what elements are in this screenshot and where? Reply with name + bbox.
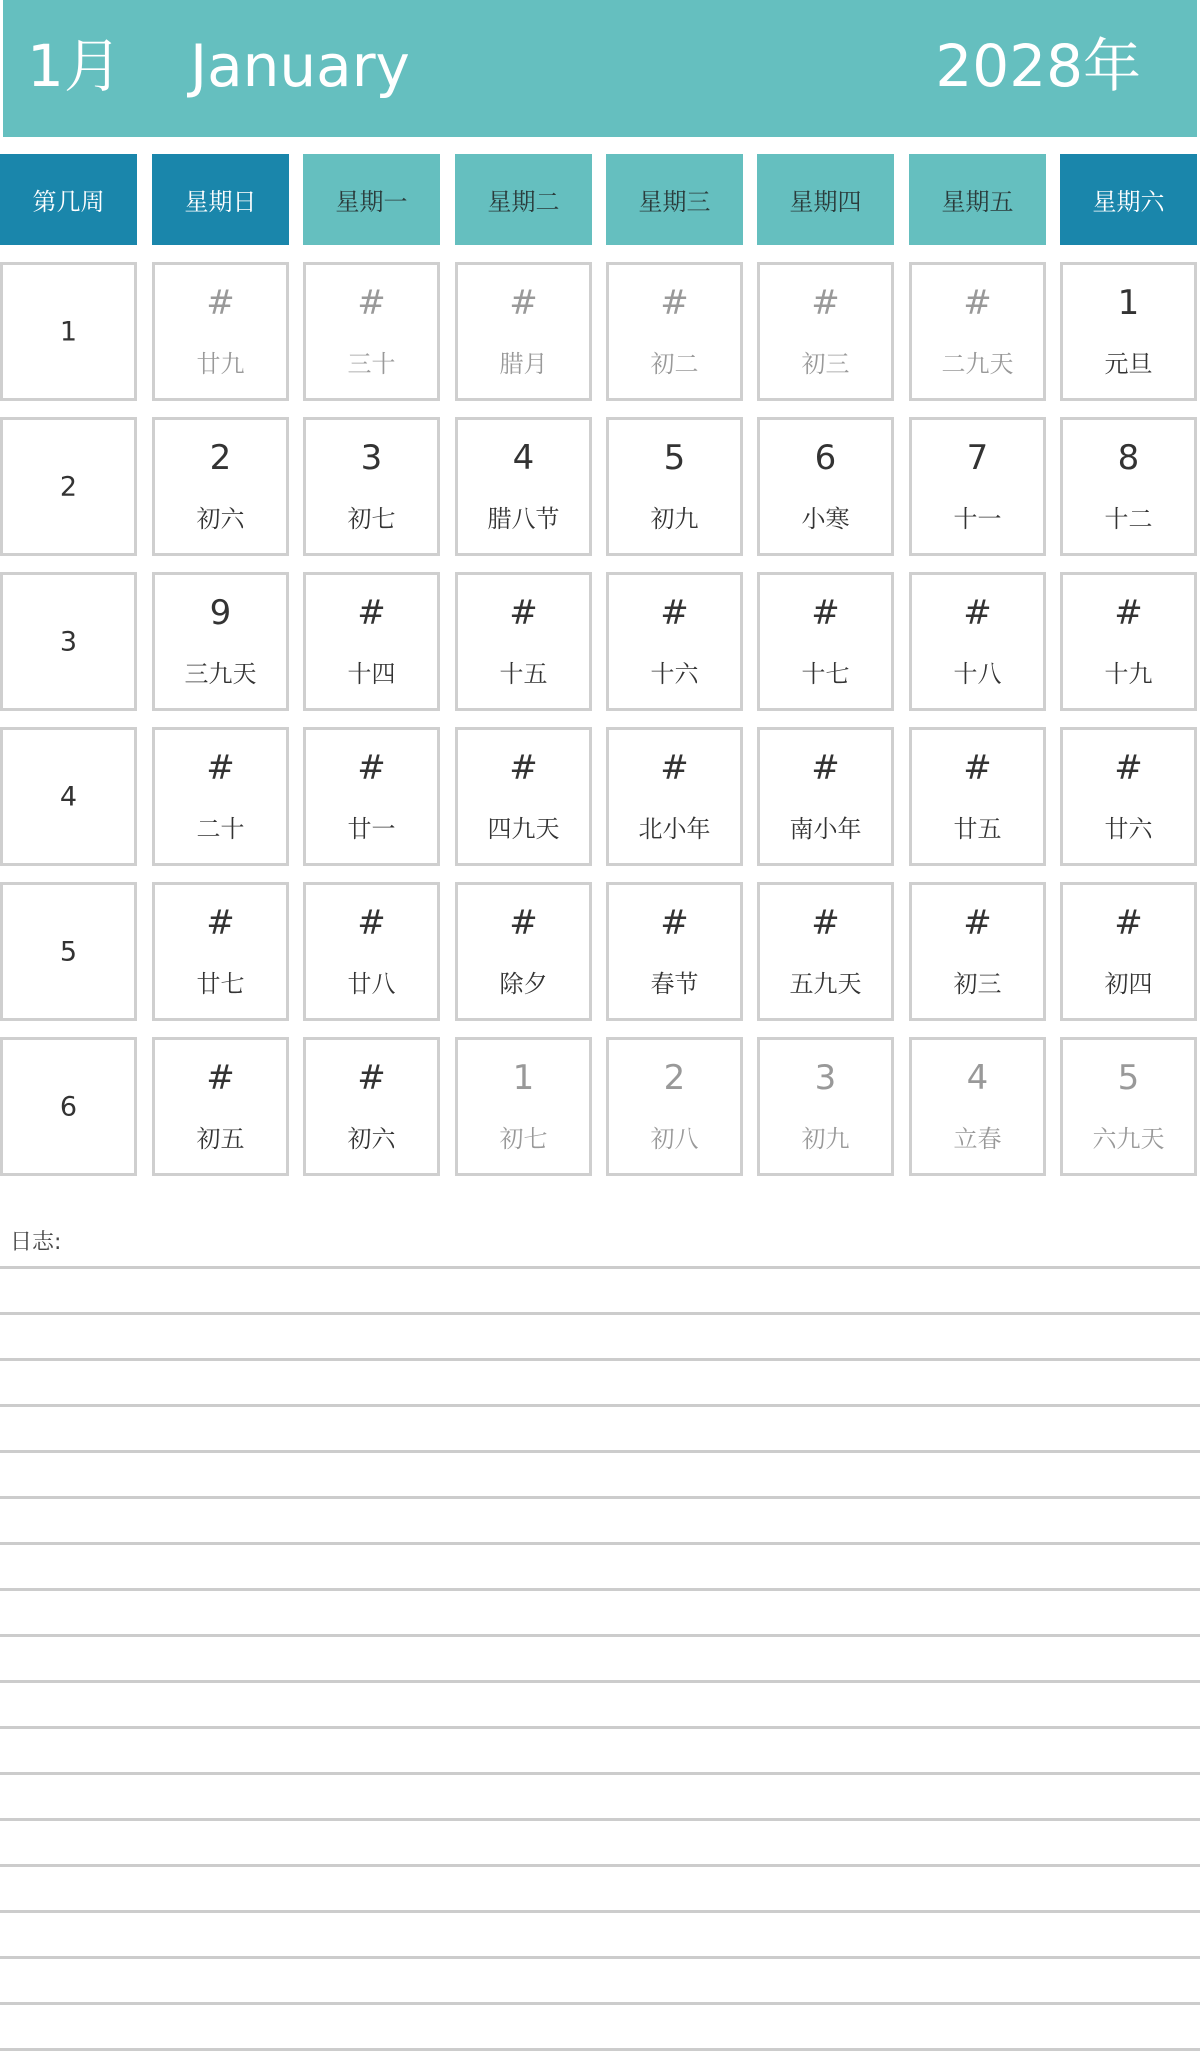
log-rule-line [0, 1680, 1200, 1683]
day-number: # [357, 1058, 386, 1098]
log-rule-line [0, 1772, 1200, 1775]
lunar-date: 元旦 [1104, 350, 1153, 378]
lunar-date: 初九 [650, 505, 699, 533]
day-number: # [357, 283, 386, 323]
day-number: # [1114, 593, 1143, 633]
day-number: # [1114, 748, 1143, 788]
day-number: # [206, 1058, 235, 1098]
day-number: # [660, 593, 689, 633]
day-cell[interactable] [152, 417, 289, 556]
week-number-cell [0, 727, 137, 866]
week-number: 4 [59, 781, 78, 812]
lunar-date: 十五 [499, 660, 548, 688]
week-number: 5 [59, 936, 78, 967]
day-number: 2 [209, 438, 232, 478]
day-cell[interactable] [606, 727, 743, 866]
weekday-header: 星期六 [1060, 154, 1197, 245]
day-cell[interactable] [909, 727, 1046, 866]
day-cell[interactable] [455, 727, 592, 866]
day-number: # [509, 903, 538, 943]
lunar-date: 廿七 [196, 970, 245, 998]
day-cell[interactable] [757, 262, 894, 401]
day-number: # [963, 283, 992, 323]
day-cell[interactable] [1060, 262, 1197, 401]
lunar-date: 五九天 [789, 970, 862, 998]
lunar-date: 南小年 [789, 815, 862, 843]
log-rule-line [0, 1956, 1200, 1959]
log-rule-line [0, 1726, 1200, 1729]
lunar-date: 十九 [1104, 660, 1153, 688]
day-cell[interactable] [757, 1037, 894, 1176]
day-number: # [206, 748, 235, 788]
day-cell[interactable] [152, 572, 289, 711]
lunar-date: 十七 [801, 660, 850, 688]
day-number: 1 [1117, 283, 1140, 323]
day-number: # [811, 283, 840, 323]
day-cell[interactable] [1060, 1037, 1197, 1176]
log-rule-line [0, 1634, 1200, 1637]
lunar-date: 廿八 [347, 970, 396, 998]
lunar-date: 除夕 [499, 970, 548, 998]
day-cell[interactable] [606, 572, 743, 711]
lunar-date: 廿六 [1104, 815, 1153, 843]
log-rule-line [0, 1450, 1200, 1453]
day-cell[interactable] [1060, 882, 1197, 1021]
day-cell[interactable] [152, 727, 289, 866]
lunar-date: 初九 [801, 1125, 850, 1153]
day-cell[interactable] [909, 417, 1046, 556]
lunar-date: 二十 [196, 815, 245, 843]
log-rule-line [0, 1910, 1200, 1913]
lunar-date: 六九天 [1092, 1125, 1165, 1153]
lunar-date: 春节 [650, 970, 699, 998]
lunar-date: 廿一 [347, 815, 396, 843]
day-cell[interactable] [303, 1037, 440, 1176]
week-number-cell [0, 882, 137, 1021]
lunar-date: 初六 [347, 1125, 396, 1153]
day-cell[interactable] [1060, 417, 1197, 556]
day-number: # [357, 903, 386, 943]
lunar-date: 初三 [953, 970, 1002, 998]
week-number: 2 [59, 471, 78, 502]
day-number: 8 [1117, 438, 1140, 478]
day-cell[interactable] [757, 882, 894, 1021]
day-cell[interactable] [455, 262, 592, 401]
day-number: # [963, 748, 992, 788]
day-cell[interactable] [152, 1037, 289, 1176]
day-number: 1 [512, 1058, 535, 1098]
weekday-header: 星期日 [152, 154, 289, 245]
day-number: # [811, 748, 840, 788]
lunar-date: 腊月 [499, 350, 548, 378]
day-cell[interactable] [303, 882, 440, 1021]
lunar-date: 十六 [650, 660, 699, 688]
year-title: 2028年 [935, 32, 1141, 100]
weekday-header: 星期二 [455, 154, 592, 245]
weekday-header: 星期四 [757, 154, 894, 245]
day-number: 6 [814, 438, 837, 478]
day-cell[interactable] [455, 572, 592, 711]
log-rule-line [0, 1542, 1200, 1545]
week-number: 6 [59, 1091, 78, 1122]
day-cell[interactable] [152, 262, 289, 401]
lunar-date: 十八 [953, 660, 1002, 688]
weekday-header: 星期五 [909, 154, 1046, 245]
day-cell[interactable] [909, 572, 1046, 711]
day-number: # [1114, 903, 1143, 943]
day-cell[interactable] [757, 572, 894, 711]
day-number: # [206, 903, 235, 943]
lunar-date: 廿九 [196, 350, 245, 378]
day-number: 5 [1117, 1058, 1140, 1098]
day-cell[interactable] [1060, 572, 1197, 711]
day-cell[interactable] [303, 572, 440, 711]
log-rule-line [0, 1312, 1200, 1315]
day-cell[interactable] [909, 262, 1046, 401]
lunar-date: 初四 [1104, 970, 1153, 998]
week-number-cell [0, 417, 137, 556]
lunar-date: 十一 [953, 505, 1002, 533]
lunar-date: 腊八节 [487, 505, 560, 533]
lunar-date: 二九天 [941, 350, 1014, 378]
log-rule-line [0, 1818, 1200, 1821]
lunar-date: 初六 [196, 505, 245, 533]
day-number: # [206, 283, 235, 323]
log-rule-line [0, 1404, 1200, 1407]
day-number: 5 [663, 438, 686, 478]
weekday-header: 星期三 [606, 154, 743, 245]
day-number: 7 [966, 438, 989, 478]
day-cell[interactable] [757, 417, 894, 556]
day-number: # [509, 283, 538, 323]
lunar-date: 小寒 [801, 505, 850, 533]
day-number: # [660, 903, 689, 943]
lunar-date: 初七 [347, 505, 396, 533]
day-number: 4 [966, 1058, 989, 1098]
day-number: # [357, 748, 386, 788]
month-title-cn: 1月 [27, 32, 122, 100]
log-rule-line [0, 1266, 1200, 1269]
week-number-cell [0, 262, 137, 401]
day-number: # [357, 593, 386, 633]
lunar-date: 初三 [801, 350, 850, 378]
day-cell[interactable] [606, 417, 743, 556]
day-number: # [509, 748, 538, 788]
day-number: 2 [663, 1058, 686, 1098]
day-cell[interactable] [455, 1037, 592, 1176]
lunar-date: 十二 [1104, 505, 1153, 533]
week-number-cell [0, 572, 137, 711]
day-cell[interactable] [455, 417, 592, 556]
day-cell[interactable] [606, 1037, 743, 1176]
lunar-date: 初二 [650, 350, 699, 378]
log-rule-line [0, 1864, 1200, 1867]
day-number: # [963, 593, 992, 633]
lunar-date: 十四 [347, 660, 396, 688]
day-number: 3 [814, 1058, 837, 1098]
log-rule-line [0, 2048, 1200, 2051]
day-cell[interactable] [757, 727, 894, 866]
day-number: # [660, 748, 689, 788]
day-cell[interactable] [303, 727, 440, 866]
log-label: 日志: [10, 1230, 62, 1255]
day-number: # [811, 593, 840, 633]
lunar-date: 三十 [347, 350, 396, 378]
week-number-cell [0, 1037, 137, 1176]
day-number: # [660, 283, 689, 323]
log-rule-line [0, 1496, 1200, 1499]
lunar-date: 北小年 [638, 815, 711, 843]
day-number: 4 [512, 438, 535, 478]
week-number-header: 第几周 [0, 154, 137, 245]
lunar-date: 立春 [953, 1125, 1002, 1153]
day-number: # [963, 903, 992, 943]
day-cell[interactable] [1060, 727, 1197, 866]
day-cell[interactable] [909, 1037, 1046, 1176]
day-cell[interactable] [606, 262, 743, 401]
lunar-date: 初八 [650, 1125, 699, 1153]
day-number: 3 [360, 438, 383, 478]
lunar-date: 初五 [196, 1125, 245, 1153]
day-number: # [509, 593, 538, 633]
day-cell[interactable] [606, 882, 743, 1021]
lunar-date: 三九天 [184, 660, 257, 688]
month-banner [3, 0, 1197, 137]
log-rule-line [0, 2002, 1200, 2005]
log-rule-line [0, 1588, 1200, 1591]
weekday-header: 星期一 [303, 154, 440, 245]
day-cell[interactable] [455, 882, 592, 1021]
week-number: 3 [59, 626, 78, 657]
lunar-date: 四九天 [487, 815, 560, 843]
day-cell[interactable] [303, 417, 440, 556]
day-number: # [811, 903, 840, 943]
lunar-date: 廿五 [953, 815, 1002, 843]
day-cell[interactable] [152, 882, 289, 1021]
day-cell[interactable] [303, 262, 440, 401]
day-number: 9 [209, 593, 232, 633]
lunar-date: 初七 [499, 1125, 548, 1153]
log-rule-line [0, 1358, 1200, 1361]
month-title-en: January [190, 32, 410, 100]
day-cell[interactable] [909, 882, 1046, 1021]
week-number: 1 [59, 316, 78, 347]
